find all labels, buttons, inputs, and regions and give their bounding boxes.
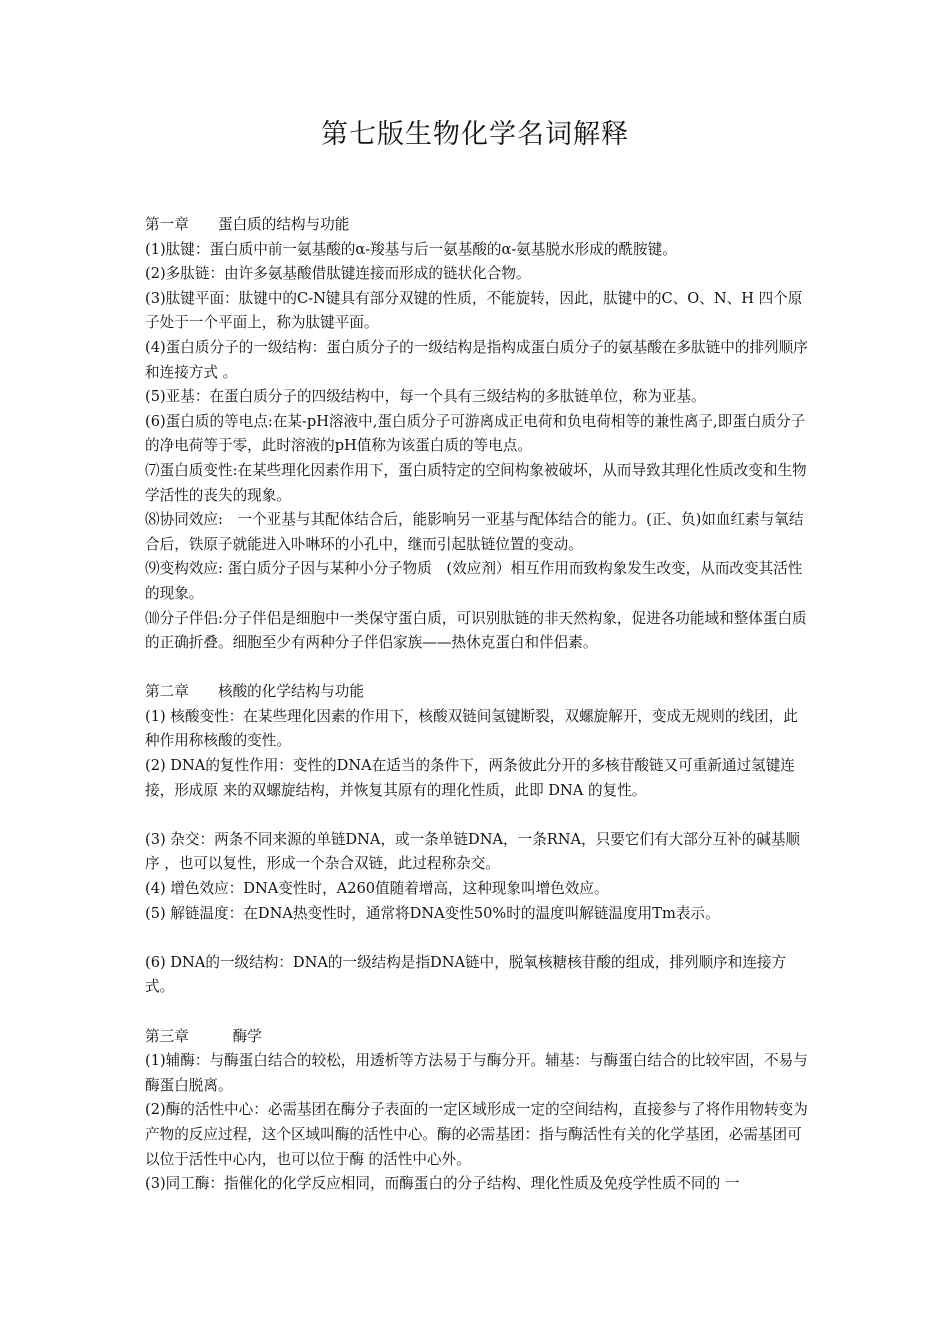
section-gap: [145, 1000, 810, 1025]
entry-primary-structure: (4)蛋白质分子的一级结构：蛋白质分子的一级结构是指构成蛋白质分子的氨基酸在多肽链中的排列顺序和连接方式 。: [145, 338, 808, 381]
chapter-heading: 第二章 核酸的化学结构与功能: [145, 683, 364, 701]
chapter-2: [145, 680, 810, 1000]
entry-subunit: (5)亚基：在蛋白质分子的四级结构中，每一个具有三级结构的多肽链单位，称为亚基。: [145, 388, 706, 406]
paragraph-gap: [145, 926, 810, 951]
entry-melting-temperature: (5) 解链温度：在DNA热变性时，通常将DNA变性50%时的温度叫解链温度用Tm表示。: [145, 904, 720, 922]
entry-protein-denaturation: ⑺蛋白质变性:在某些理化因素作用下，蛋白质特定的空间构象被破坏，从而导致其理化性质改变和生物学活性的丧失的现象。: [145, 461, 807, 504]
entry-active-center: (2)酶的活性中心：必需基团在酶分子表面的一定区域形成一定的空间结构，直接参与了将作用物转变为产物的反应过程，这个区域叫酶的活性中心。酶的必需基团：指与酶活性有关的化学基团，必需基团可以位于活性中心内，也可以位于酶 的活性中心外。: [145, 1101, 808, 1168]
entry-polypeptide-chain: (2)多肽链：由许多氨基酸借肽键连接而形成的链状化合物。: [145, 265, 531, 283]
chapter-3: [145, 1025, 810, 1197]
entry-hyperchromic-effect: (4) 增色效应：DNA变性时，A260值随着增高，这种现象叫增色效应。: [145, 880, 609, 898]
entry-dna-renaturation: (2) DNA的复性作用：变性的DNA在适当的条件下，两条彼此分开的多核苷酸链又可重新通过氢键连接，形成原 来的双螺旋结构，并恢复其原有的理化性质，此即 DNA 的复性。: [145, 757, 795, 799]
chapter-heading: 第三章 酶学: [145, 1027, 262, 1045]
entry-coenzyme: (1)辅酶：与酶蛋白结合的较松，用透析等方法易于与酶分开。辅基：与酶蛋白结合的比较牢固，不易与酶蛋白脱离。: [145, 1052, 808, 1094]
entry-nucleic-acid-denaturation: (1) 核酸变性：在某些理化因素的作用下，核酸双链间氢键断裂，双螺旋解开，变成无规则的线团，此 种作用称核酸的变性。: [145, 707, 798, 750]
paragraph-gap: [145, 803, 810, 828]
entry-peptide-plane: (3)肽键平面：肽键中的C-N键具有部分双键的性质，不能旋转，因此，肽键中的C、O、N、H 四个原子处于一个平面上，称为肽键平面。: [145, 289, 803, 332]
chapter-heading: 第一章 蛋白质的结构与功能: [145, 216, 350, 233]
entry-isoelectric-point: (6)蛋白质的等电点:在某-pH溶液中,蛋白质分子可游离成正电荷和负电荷相等的兼性离子,即蛋白质分子的净电荷等于零，此时溶液的pH值称为该蛋白质的等电点。: [145, 412, 806, 455]
entry-cooperativity: ⑻协同效应: 一个亚基与其配体结合后，能影响另一亚基与配体结合的能力。(正、负)如血红素与氧结合后，铁原子就能进入卟啉环的小孔中，继而引起肽链位置的变动。: [145, 511, 804, 553]
entry-allosteric-effect: ⑼变构效应: 蛋白质分子因与某种小分子物质 (效应剂）相互作用而致构象发生改变，从而改变其活性的现象。: [145, 560, 803, 602]
page-title: 第七版生物化学名词解释: [321, 119, 629, 150]
entry-molecular-chaperone: ⑽分子伴侣:分子伴侣是细胞中一类保守蛋白质，可识别肽链的非天然构象，促进各功能域和整体蛋白质的正确折叠。细胞至少有两种分子伴侣家族——热休克蛋白和伴侣素。: [145, 609, 807, 652]
entry-hybridization: (3) 杂交：两条不同来源的单链DNA，或一条单链DNA，一条RNA，只要它们有大部分互补的碱基顺序 ，也可以复性，形成一个杂合双链，此过程称杂交。: [145, 830, 801, 873]
document-body: [145, 213, 810, 1197]
entry-isoenzyme: (3)同工酶：指催化的化学反应相同，而酶蛋白的分子结构、理化性质及免疫学性质不同的 一: [145, 1175, 740, 1193]
entry-peptide-bond: (1)肽键：蛋白质中前一氨基酸的α-羧基与后一氨基酸的α-氨基脱水形成的酰胺键。: [145, 240, 677, 258]
section-gap: [145, 656, 810, 681]
chapter-1: [145, 213, 810, 656]
entry-dna-primary-structure: (6) DNA的一级结构：DNA的一级结构是指DNA链中，脱氧核糖核苷酸的组成，排列顺序和连接方式。: [145, 953, 787, 996]
